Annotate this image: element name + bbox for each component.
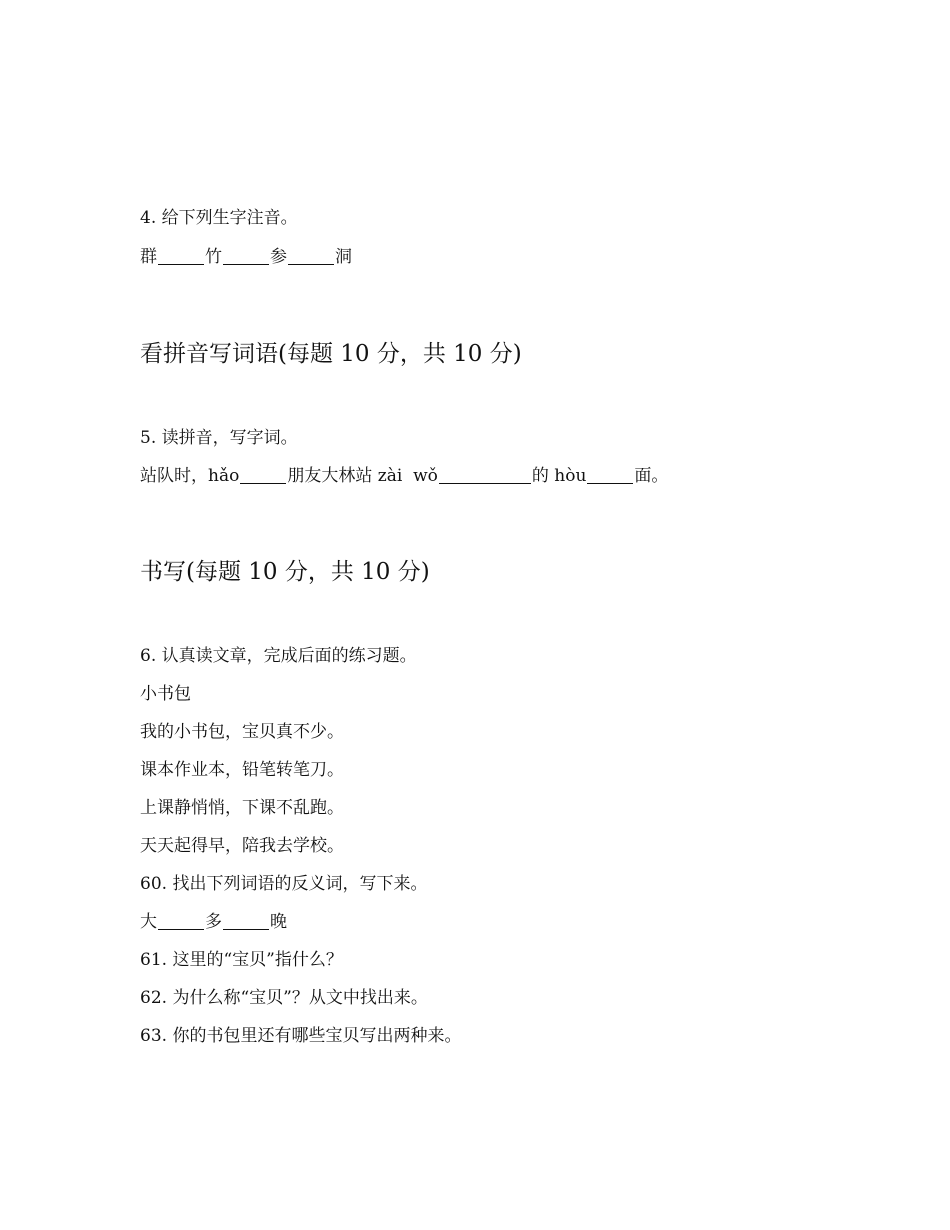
q4-char: 洞 <box>335 247 352 267</box>
answer-blank[interactable] <box>288 246 334 265</box>
answer-blank[interactable] <box>158 246 204 265</box>
answer-blank[interactable] <box>439 465 531 484</box>
answer-blank[interactable] <box>587 465 633 484</box>
q5-sentence <box>140 465 668 487</box>
q4-char: 群 <box>140 247 157 267</box>
answer-blank[interactable] <box>240 465 286 484</box>
poem-line: 课本作业本，铅笔转笔刀。 <box>140 760 344 780</box>
answer-blank[interactable] <box>158 911 204 930</box>
q61-prompt: 61. 这里的“宝贝”指什么？ <box>140 950 343 970</box>
q5-sentence-part: 站队时，hǎo <box>140 466 240 486</box>
q5-sentence-part: 面。 <box>634 466 669 486</box>
q5-sentence-part: 的 hòu <box>531 466 587 486</box>
q60-word: 多 <box>205 912 222 932</box>
q60-blanks-row <box>140 911 287 933</box>
q5-sentence-part: 朋友大林站 zài wǒ <box>287 466 438 486</box>
poem-title: 小书包 <box>140 684 191 704</box>
q4-blanks-row <box>140 246 352 268</box>
q4-char: 竹 <box>205 247 222 267</box>
poem-line: 我的小书包，宝贝真不少。 <box>140 722 344 742</box>
q5-prompt: 5. 读拼音，写字词。 <box>140 428 298 448</box>
q60-prompt: 60. 找出下列词语的反义词，写下来。 <box>140 874 428 894</box>
answer-blank[interactable] <box>223 911 269 930</box>
section-heading-pinyin: 看拼音写词语(每题 10 分，共 10 分) <box>140 341 522 367</box>
q4-char: 参 <box>270 247 287 267</box>
poem-line: 天天起得早，陪我去学校。 <box>140 836 344 856</box>
q62-prompt: 62. 为什么称“宝贝”？从文中找出来。 <box>140 988 428 1008</box>
poem-line: 上课静悄悄，下课不乱跑。 <box>140 798 344 818</box>
q4-prompt: 4. 给下列生字注音。 <box>140 208 298 228</box>
answer-blank[interactable] <box>223 246 269 265</box>
q60-word: 大 <box>140 912 157 932</box>
q6-prompt: 6. 认真读文章，完成后面的练习题。 <box>140 646 417 666</box>
q63-prompt: 63. 你的书包里还有哪些宝贝写出两种来。 <box>140 1026 462 1046</box>
section-heading-writing: 书写(每题 10 分，共 10 分) <box>140 559 430 585</box>
q60-word: 晚 <box>270 912 287 932</box>
